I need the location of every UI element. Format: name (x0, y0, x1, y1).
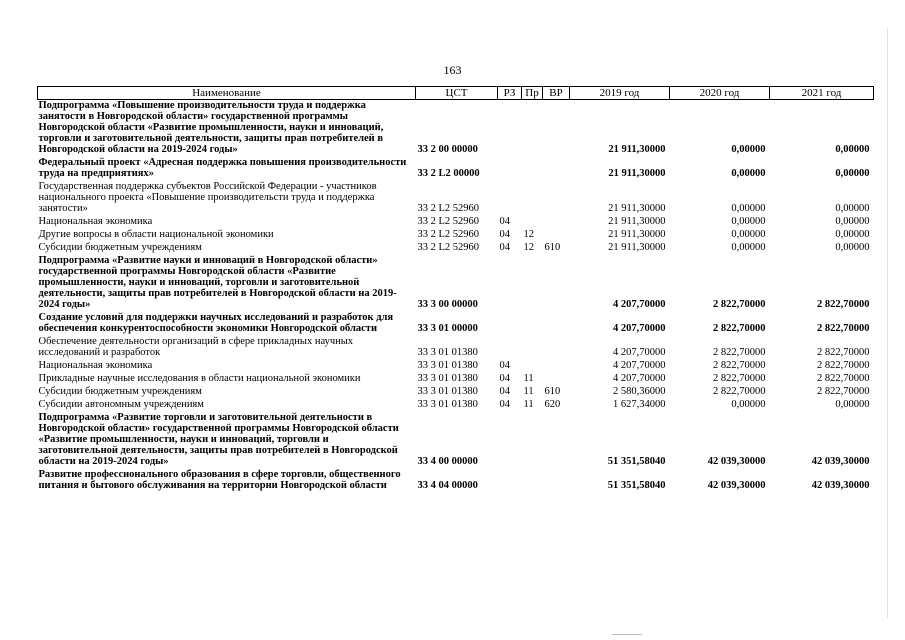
row-2021: 0,00000 (835, 144, 870, 155)
row-name: Субсидии бюджетным учреждениям (38, 386, 202, 397)
row-name: Федеральный проект «Адресная поддержка повышения производительности труда на предприятиях» (38, 157, 407, 179)
row-pr (522, 157, 543, 181)
table-row (38, 360, 874, 373)
row-2020: 2 822,70000 (713, 299, 766, 310)
row-cst: 33 3 01 01380 (417, 347, 478, 358)
row-cst: 33 2 L2 52960 (417, 203, 480, 214)
row-2021: 0,00000 (835, 399, 870, 410)
row-2019: 21 911,30000 (608, 144, 666, 155)
row-2021: 0,00000 (835, 168, 870, 179)
row-vr (543, 312, 570, 336)
row-cst: 33 3 01 01380 (417, 373, 478, 384)
row-rz: 04 (499, 216, 510, 227)
row-2019: 21 911,30000 (608, 203, 666, 214)
table-row (38, 157, 874, 181)
y2020-header: 2020 год (670, 87, 770, 100)
row-2019: 2 580,36000 (613, 386, 666, 397)
row-name: Субсидии бюджетным учреждениям (38, 242, 202, 253)
pr-header: Пр (522, 87, 543, 100)
table-header-row (38, 87, 874, 100)
row-2021: 42 039,30000 (811, 480, 870, 491)
row-2020: 2 822,70000 (713, 360, 766, 371)
row-rz (498, 255, 522, 312)
row-2021: 0,00000 (835, 242, 870, 253)
scan-edge-mark (887, 28, 888, 618)
y2019-header: 2019 год (570, 87, 670, 100)
row-name: Национальная экономика (38, 216, 153, 227)
row-2019: 21 911,30000 (608, 216, 666, 227)
row-name: Создание условий для поддержки научных исследований и разработок для обеспечения конкурентоспособности экономики Новгородской области (38, 312, 394, 334)
row-2020: 42 039,30000 (707, 456, 766, 467)
table-row (38, 469, 874, 493)
row-2020: 42 039,30000 (707, 480, 766, 491)
row-cst: 33 4 00 00000 (417, 456, 478, 467)
table-row (38, 181, 874, 216)
table-row (38, 242, 874, 255)
row-2019: 4 207,70000 (613, 373, 666, 384)
row-vr (543, 157, 570, 181)
row-vr (543, 373, 570, 386)
row-cst: 33 3 01 01380 (417, 360, 478, 371)
row-pr: 11 (523, 386, 534, 397)
row-2019: 21 911,30000 (608, 229, 666, 240)
row-name: Подпрограмма «Развитие науки и инноваций в Новгородской области» государственной программы Новгородской области «Развитие промышленности, науки и инноваций, торговли и заготовительной деятельности, защиты прав потребителей в Новгородской области на 2019-2024 годы» (38, 255, 397, 310)
row-pr: 11 (523, 399, 534, 410)
table-row (38, 373, 874, 386)
row-cst: 33 3 00 00000 (417, 299, 478, 310)
row-name: Национальная экономика (38, 360, 153, 371)
row-vr (543, 360, 570, 373)
row-2020: 2 822,70000 (713, 323, 766, 334)
row-2019: 51 351,58040 (607, 456, 666, 467)
row-pr (522, 360, 543, 373)
row-pr: 11 (523, 373, 534, 384)
row-2019: 4 207,70000 (613, 360, 666, 371)
row-2019: 21 911,30000 (608, 242, 666, 253)
row-pr (522, 181, 543, 216)
row-name: Развитие профессионального образования в сфере торговли, общественного питания и бытового обслуживания на территории Новгородской области (38, 469, 401, 491)
table-row (38, 255, 874, 312)
row-rz (498, 181, 522, 216)
row-rz: 04 (499, 229, 510, 240)
row-pr: 12 (523, 242, 534, 253)
row-rz (498, 100, 522, 158)
row-pr (522, 336, 543, 360)
row-cst: 33 4 04 00000 (417, 480, 478, 491)
row-vr (543, 100, 570, 158)
row-rz (498, 412, 522, 469)
row-rz (498, 157, 522, 181)
row-rz: 04 (499, 386, 510, 397)
row-cst: 33 2 00 00000 (417, 144, 478, 155)
table-row (38, 386, 874, 399)
row-2020: 2 822,70000 (713, 347, 766, 358)
row-2019: 21 911,30000 (608, 168, 666, 179)
row-name: Государственная поддержка субъектов Российской Федерации - участников национального проекта «Повышение производительсти труда и поддержка занятости» (38, 181, 377, 214)
name-header: Наименование (38, 87, 416, 100)
row-2020: 2 822,70000 (713, 386, 766, 397)
row-rz (498, 336, 522, 360)
row-cst: 33 3 01 01380 (417, 386, 478, 397)
row-name: Прикладные научные исследования в области национальной экономики (38, 373, 361, 384)
table-body (38, 100, 874, 494)
cst-header: ЦСТ (416, 87, 498, 100)
table-row (38, 216, 874, 229)
row-rz (498, 312, 522, 336)
row-2019: 4 207,70000 (613, 323, 666, 334)
row-vr (543, 336, 570, 360)
table-row (38, 229, 874, 242)
row-2021: 2 822,70000 (817, 323, 870, 334)
scan-speck (612, 634, 642, 635)
table-row (38, 412, 874, 469)
row-vr (543, 412, 570, 469)
page-number: 163 (443, 63, 462, 77)
row-name: Обеспечение деятельности организаций в сфере прикладных научных исследований и разработок (38, 336, 354, 358)
row-2019: 4 207,70000 (613, 347, 666, 358)
row-2021: 0,00000 (835, 203, 870, 214)
row-cst: 33 2 L2 52960 (417, 216, 480, 227)
row-2020: 2 822,70000 (713, 373, 766, 384)
row-rz: 04 (499, 373, 510, 384)
row-2020: 0,00000 (731, 203, 766, 214)
row-vr: 620 (544, 399, 561, 410)
row-2021: 0,00000 (835, 229, 870, 240)
row-rz: 04 (499, 242, 510, 253)
table-row (38, 312, 874, 336)
row-vr: 610 (544, 242, 561, 253)
row-2021: 0,00000 (835, 216, 870, 227)
row-2021: 2 822,70000 (817, 347, 870, 358)
table-row (38, 399, 874, 412)
row-2020: 0,00000 (731, 168, 766, 179)
row-vr (543, 181, 570, 216)
y2021-header: 2021 год (770, 87, 874, 100)
row-2020: 0,00000 (731, 242, 766, 253)
row-name: Подпрограмма «Повышение производительности труда и поддержка занятости в Новгородской области» государственной программы Новгородской области «Развитие промышленности, науки и инноваций, торговли и заготовительной деятельности, защиты прав потребителей в Новгородской области на 2019-2024 годы» (38, 100, 384, 155)
row-cst: 33 3 01 00000 (417, 323, 478, 334)
row-2020: 0,00000 (731, 399, 766, 410)
row-2021: 2 822,70000 (817, 299, 870, 310)
table-row (38, 336, 874, 360)
row-cst: 33 2 L2 00000 (417, 168, 480, 179)
row-2019: 51 351,58040 (607, 480, 666, 491)
row-2020: 0,00000 (731, 144, 766, 155)
row-name: Подпрограмма «Развитие торговли и заготовительной деятельности в Новгородской области» государственной программы Новгородской области «Развитие промышленности, науки и инноваций, торговли и заготовительной деятельности, защиты прав потребителей в Новгородской области на 2019-2024 годы» (38, 412, 399, 467)
row-vr (543, 229, 570, 242)
row-pr (522, 312, 543, 336)
row-2021: 42 039,30000 (811, 456, 870, 467)
row-2021: 2 822,70000 (817, 360, 870, 371)
row-pr (522, 412, 543, 469)
vr-header: ВР (543, 87, 570, 100)
row-2021: 2 822,70000 (817, 373, 870, 384)
row-pr (522, 469, 543, 493)
row-rz (498, 469, 522, 493)
row-rz: 04 (499, 399, 510, 410)
row-pr (522, 216, 543, 229)
row-vr (543, 216, 570, 229)
row-cst: 33 2 L2 52960 (417, 229, 480, 240)
row-name: Другие вопросы в области национальной экономики (38, 229, 274, 240)
row-2019: 1 627,34000 (613, 399, 666, 410)
row-pr (522, 100, 543, 158)
budget-table (37, 86, 874, 493)
row-2019: 4 207,70000 (613, 299, 666, 310)
row-name: Субсидии автономным учреждениям (38, 399, 204, 410)
row-pr: 12 (523, 229, 534, 240)
row-vr (543, 255, 570, 312)
rz-header: РЗ (498, 87, 522, 100)
row-pr (522, 255, 543, 312)
row-vr (543, 469, 570, 493)
row-2020: 0,00000 (731, 229, 766, 240)
table-row (38, 100, 874, 158)
row-cst: 33 2 L2 52960 (417, 242, 480, 253)
row-2021: 2 822,70000 (817, 386, 870, 397)
row-2020: 0,00000 (731, 216, 766, 227)
row-cst: 33 3 01 01380 (417, 399, 478, 410)
row-rz: 04 (499, 360, 510, 371)
row-vr: 610 (544, 386, 561, 397)
